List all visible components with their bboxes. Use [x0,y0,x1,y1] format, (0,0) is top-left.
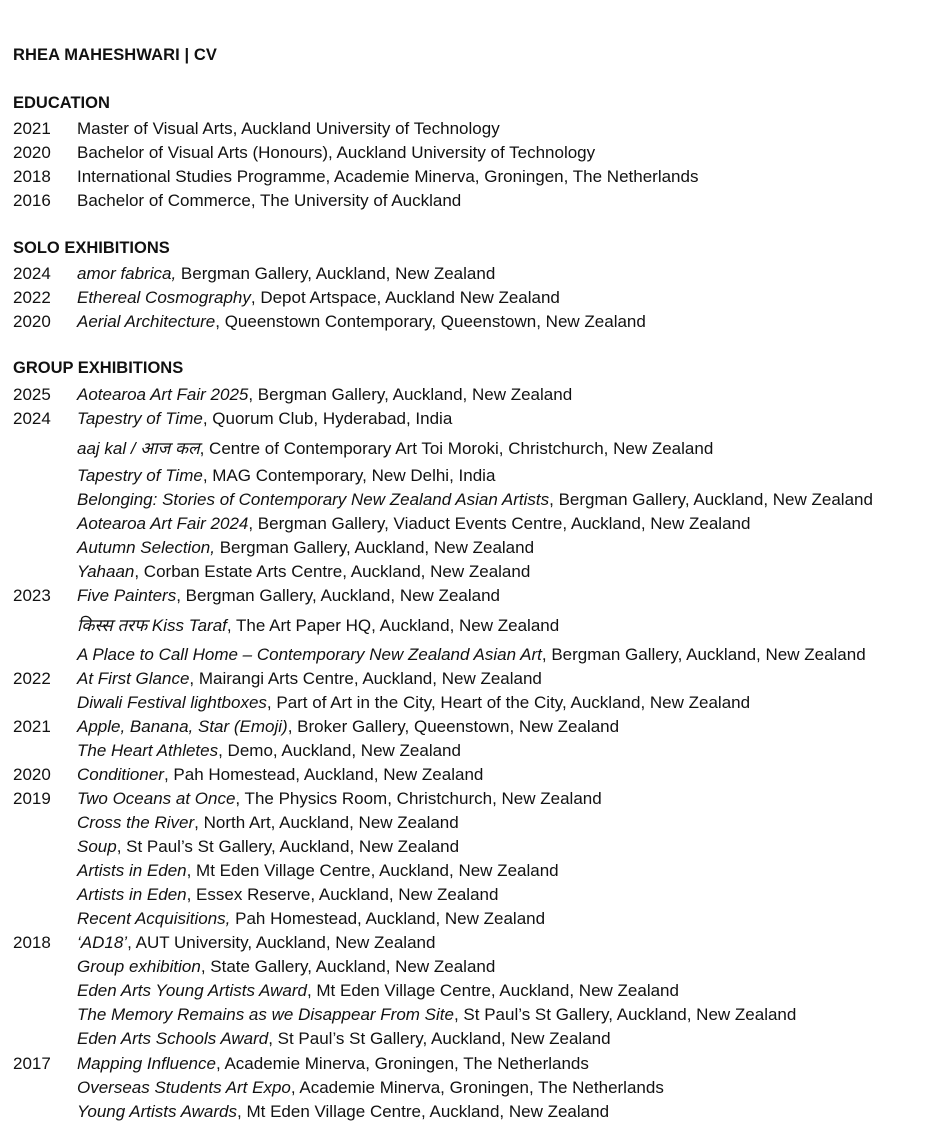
entry-text [77,691,750,715]
exhibition-title: amor fabrica, [77,264,177,283]
entry-text [77,1076,664,1100]
entry-year: 2020 [13,312,51,331]
exhibition-title: Aotearoa Art Fair 2024 [77,514,249,533]
exhibition-venue: , Mt Eden Village Centre, Auckland, New Zealand [237,1102,610,1121]
exhibition-venue: , Queenstown Contemporary, Queenstown, New Zealand [215,312,646,331]
entry-text: Bachelor of Visual Arts (Honours), Auckland University of Technology [77,143,596,162]
entry-text [77,614,559,638]
entry-text [77,262,495,286]
exhibition-title: ‘AD18’ [77,933,128,952]
exhibition-venue: , Pah Homestead, Auckland, New Zealand [163,765,484,784]
exhibition-venue: , Quorum Club, Hyderabad, India [202,409,453,428]
entry-text [77,715,619,739]
exhibition-title: Eden Arts Schools Award [77,1029,269,1048]
solo-exhibitions-heading: SOLO EXHIBITIONS [13,239,170,257]
entry-text: Bachelor of Commerce, The University of Auckland [77,191,462,210]
entry-text [77,383,572,407]
exhibition-venue: , Depot Artspace, Auckland New Zealand [250,288,560,307]
entry-text [77,488,873,512]
exhibition-title: Group exhibition [77,957,201,976]
entry-text [77,1027,611,1051]
exhibition-title: Aerial Architecture [77,312,216,331]
exhibition-title: A Place to Call Home – Contemporary New Zealand Asian Art [77,645,542,664]
entry-year: 2016 [13,191,51,210]
exhibition-title: Aotearoa Art Fair 2025 [77,385,249,404]
entry-text [77,859,559,883]
exhibition-title: The Memory Remains as we Disappear From Site [77,1005,454,1024]
exhibition-venue: , Bergman Gallery, Viaduct Events Centre, Auckland, New Zealand [248,514,751,533]
exhibition-venue: , State Gallery, Auckland, New Zealand [200,957,496,976]
entry-year: 2020 [13,143,51,162]
exhibition-venue: , Mt Eden Village Centre, Auckland, New Zealand [186,861,559,880]
exhibition-venue: Bergman Gallery, Auckland, New Zealand [176,264,496,283]
entry-text: International Studies Programme, Academie Minerva, Groningen, The Netherlands [77,167,699,186]
entry-text [77,584,500,608]
entry-year: 2022 [13,288,51,307]
exhibition-venue: Pah Homestead, Auckland, New Zealand [230,909,546,928]
entry-text [77,512,750,536]
group-exhibitions-heading: GROUP EXHIBITIONS [13,359,184,377]
exhibition-title: Belonging: Stories of Contemporary New Zealand Asian Artists [77,490,550,509]
entry-text [77,310,646,334]
exhibition-venue: , North Art, Auckland, New Zealand [194,813,459,832]
entry-year: 2018 [13,167,51,186]
entry-year: 2023 [13,586,51,605]
entry-year: 2019 [13,789,51,808]
entry-year: 2025 [13,385,51,404]
exhibition-venue: , Mairangi Arts Centre, Auckland, New Zealand [189,669,542,688]
entry-text [77,931,435,955]
entry-text [77,763,483,787]
exhibition-title: aaj kal / आज कल [77,439,200,458]
page-title: RHEA MAHESHWARI | CV [13,46,218,64]
exhibition-venue: , St Paul’s St Gallery, Auckland, New Zealand [453,1005,797,1024]
exhibition-title: Mapping Influence [77,1054,216,1073]
exhibition-title: Five Painters [77,586,177,605]
exhibition-venue: Bergman Gallery, Auckland, New Zealand [214,538,535,557]
entry-text [77,286,560,310]
entry-text [77,667,542,691]
exhibition-title: Young Artists Awards [77,1102,238,1121]
exhibition-venue: , Bergman Gallery, Auckland, New Zealand [248,385,573,404]
exhibition-title: Apple, Banana, Star (Emoji) [77,717,288,736]
entry-text [77,739,461,763]
exhibition-venue: , The Art Paper HQ, Auckland, New Zealand [226,616,560,635]
exhibition-title: Artists in Eden [77,861,187,880]
entry-text [77,979,679,1003]
entry-text [77,407,452,431]
entry-text [77,907,545,931]
exhibition-venue: , Demo, Auckland, New Zealand [218,741,461,760]
exhibition-title: Artists in Eden [77,885,187,904]
entry-text [77,536,534,560]
exhibition-title: Ethereal Cosmography [77,288,251,307]
entry-year: 2021 [13,119,51,138]
exhibition-venue: , Academie Minerva, Groningen, The Netherlands [290,1078,664,1097]
entry-text [77,835,459,859]
entry-year: 2021 [13,717,51,736]
exhibition-title: किस्स तरफ Kiss Taraf [77,616,227,635]
exhibition-title: Soup [77,837,117,856]
entry-text [77,1003,796,1027]
entry-year: 2022 [13,669,51,688]
exhibition-title: Cross the River [77,813,195,832]
entry-text [77,464,495,488]
exhibition-venue: , The Physics Room, Christchurch, New Zealand [235,789,602,808]
exhibition-title: Two Oceans at Once [77,789,236,808]
exhibition-venue: , Bergman Gallery, Auckland, New Zealand [549,490,873,509]
entry-text [77,955,495,979]
exhibition-venue: , Bergman Gallery, Auckland, New Zealand [176,586,500,605]
exhibition-venue: , Essex Reserve, Auckland, New Zealand [186,885,499,904]
exhibition-title: Eden Arts Young Artists Award [77,981,307,1000]
exhibition-venue: , Centre of Contemporary Art Toi Moroki, Christchurch, New Zealand [199,439,714,458]
education-heading: EDUCATION [13,94,110,112]
entry-text [77,437,713,461]
entry-year: 2017 [13,1054,51,1073]
exhibition-venue: , MAG Contemporary, New Delhi, India [202,466,496,485]
entry-text [77,1100,609,1124]
exhibition-venue: , AUT University, Auckland, New Zealand [127,933,436,952]
exhibition-title: Diwali Festival lightboxes [77,693,267,712]
entry-text [77,787,602,811]
entry-text: Master of Visual Arts, Auckland University of Technology [77,119,500,138]
exhibition-venue: , Part of Art in the City, Heart of the City, Auckland, New Zealand [266,693,751,712]
exhibition-venue: , Corban Estate Arts Centre, Auckland, New Zealand [134,562,531,581]
entry-year: 2020 [13,765,51,784]
exhibition-venue: , Bergman Gallery, Auckland, New Zealand [541,645,866,664]
exhibition-title: At First Glance [77,669,190,688]
exhibition-title: Overseas Students Art Expo [77,1078,291,1097]
exhibition-title: Yahaan [77,562,135,581]
exhibition-venue: , Mt Eden Village Centre, Auckland, New Zealand [306,981,679,1000]
entry-text [77,811,459,835]
exhibition-venue: , Broker Gallery, Queenstown, New Zealand [287,717,620,736]
entry-text [77,560,530,584]
exhibition-title: Conditioner [77,765,164,784]
entry-year: 2018 [13,933,51,952]
entry-text [77,883,498,907]
exhibition-title: Recent Acquisitions, [77,909,231,928]
entry-year: 2024 [13,264,51,283]
entry-text [77,1052,589,1076]
exhibition-title: Tapestry of Time [77,409,203,428]
exhibition-title: Tapestry of Time [77,466,203,485]
exhibition-venue: , St Paul’s St Gallery, Auckland, New Zealand [116,837,460,856]
exhibition-title: The Heart Athletes [77,741,219,760]
exhibition-venue: , Academie Minerva, Groningen, The Netherlands [215,1054,589,1073]
entry-year: 2024 [13,409,51,428]
exhibition-title: Autumn Selection, [77,538,215,557]
exhibition-venue: , St Paul’s St Gallery, Auckland, New Zealand [268,1029,611,1048]
entry-text [77,643,866,667]
